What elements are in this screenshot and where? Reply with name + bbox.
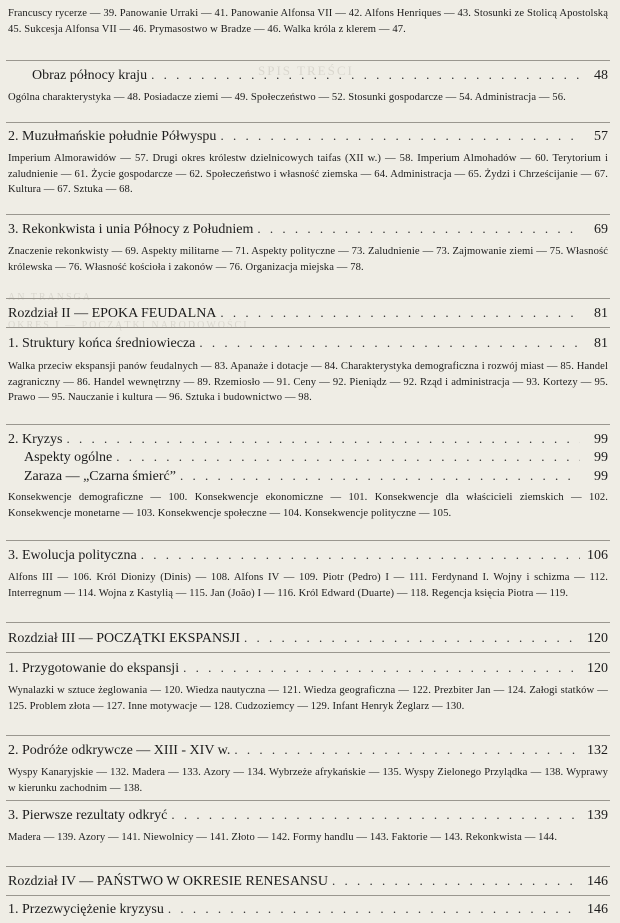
divider <box>6 214 610 215</box>
toc-summary-block <box>8 151 608 198</box>
leader-dots <box>151 66 580 84</box>
divider <box>6 298 610 299</box>
entry-title: 3. Ewolucja polityczna <box>8 548 137 563</box>
toc-entry <box>8 430 608 449</box>
leader-dots <box>220 304 580 322</box>
entry-summary: Wynalazki w sztuce żeglowania — 120. Wiedza nautyczna — 121. Wiedza geograficzna — 122. Prezbiter Jan — 124. Załogi statków — 125. Problem złota — 127. Inne motywacje — 128. Cudzoziemcy — 129. Infant Henryk Żeglarz — 130. <box>8 685 608 712</box>
entry-page: 132 <box>587 743 608 758</box>
intro-summary: Francuscy rycerze — 39. Panowanie Urraki — 41. Panowanie Alfonsa VII — 42. Alfons Henriques — 43. Stosunki ze Stolicą Apostolską 45. Sukcesja Alfonsa VII — 46. Prymasostwo w Bradze — 46. Walka króla z klerem — 47. <box>8 8 608 35</box>
toc-entry <box>8 900 608 919</box>
entry-summary: Alfons III — 106. Król Dionizy (Dinis) — 108. Alfons IV — 109. Piotr (Pedro) I — 111. Ferdynand I. Wojny i schizma — 112. Interregnum — 114. Wojna z Kastylią — 115. Jan (João) I — 116. Król Edward (Duarte) — 118. Regencja księcia Piotra — 119. <box>8 572 608 599</box>
toc-chapter <box>8 629 608 648</box>
toc-entry <box>8 127 608 146</box>
divider <box>6 866 610 867</box>
entry-page: 57 <box>594 129 608 144</box>
ghost-title: SPIS TREŚCI <box>258 63 354 78</box>
entry-summary: Walka przeciw ekspansji panów feudalnych — 83. Apanaże i dotacje — 84. Charakterystyka demograficzna i rozwój miast — 85. Handel zagraniczny — 86. Handel wewnętrzny — 89. Rzemiosło — 91. Ceny — 92. Pieniądz — 92. Rząd i administracja — 93. Kortezy — 95. Prawo — 95. Nauczanie i kultura — 96. Sztuka i budownictwo — 98. <box>8 361 608 403</box>
leader-dots <box>180 467 580 485</box>
entry-heading <box>8 806 608 825</box>
leader-dots <box>234 741 580 759</box>
entry-title: 1. Przezwyciężenie kryzysu <box>8 902 164 917</box>
entry-title: 3. Pierwsze rezultaty odkryć <box>8 808 168 823</box>
toc-entry <box>8 334 608 353</box>
entry-title: 2. Muzułmańskie południe Półwyspu <box>8 129 217 144</box>
entry-title: Obraz północy kraju <box>32 68 148 83</box>
entry-heading <box>8 546 608 565</box>
entry-heading <box>8 220 608 239</box>
chapter-heading <box>8 872 608 891</box>
toc-entry <box>24 467 608 486</box>
entry-title: 3. Rekonkwista i unia Północy z Południem <box>8 222 254 237</box>
divider <box>6 800 610 801</box>
divider <box>6 652 610 653</box>
chapter-title: Rozdział IV — PAŃSTWO W OKRESIE RENESANSU <box>8 874 328 889</box>
toc-summary-block <box>8 244 608 275</box>
entry-title: 2. Kryzys <box>8 432 63 447</box>
entry-page: 69 <box>594 222 608 237</box>
entry-title: 2. Podróże odkrywcze — XIII - XIV w. <box>8 743 231 758</box>
entry-page: 146 <box>587 902 608 917</box>
toc-entry <box>8 220 608 239</box>
toc-chapter <box>8 872 608 891</box>
toc-summary-block <box>8 90 608 106</box>
entry-page: 120 <box>587 661 608 676</box>
leader-dots <box>171 806 580 824</box>
divider <box>6 327 610 328</box>
entry-summary: Konsekwencje demograficzne — 100. Konsekwencje ekonomiczne — 101. Konsekwencje dla właścicieli ziemskich — 102. Konsekwencje monetarne — 103. Konsekwencje społeczne — 104. Konsekwencje polityczne — 105. <box>8 492 608 519</box>
divider <box>6 60 610 61</box>
entry-title: Zaraza — „Czarna śmierć” <box>24 469 176 484</box>
ghost-left-2: OKRES I — POCZĄTKI NARODOWOŚCI <box>8 320 249 331</box>
divider <box>6 622 610 623</box>
entry-summary: Znaczenie rekonkwisty — 69. Aspekty militarne — 71. Aspekty polityczne — 73. Zaludnienie — 73. Zajmowanie ziemi — 75. Własność królewska — 76. Własność kościoła i zakonów — 76. Organizacja miejska — 78. <box>8 246 608 273</box>
toc-entry <box>8 546 608 565</box>
entry-title: 1. Przygotowanie do ekspansji <box>8 661 180 676</box>
intro-block <box>8 6 608 37</box>
toc-entry <box>8 659 608 678</box>
entry-page: 99 <box>594 450 608 465</box>
entry-heading <box>8 430 608 449</box>
entry-heading <box>8 741 608 760</box>
toc-summary-block <box>8 359 608 406</box>
divider <box>6 122 610 123</box>
divider <box>6 895 610 896</box>
entry-heading <box>24 448 608 467</box>
toc-entry <box>32 66 608 85</box>
chapter-page: 120 <box>587 631 608 646</box>
leader-dots <box>257 220 580 238</box>
divider <box>6 424 610 425</box>
toc-summary-block <box>8 490 608 521</box>
entry-page: 99 <box>594 432 608 447</box>
entry-heading <box>8 659 608 678</box>
entry-heading <box>8 900 608 919</box>
toc-entry <box>8 806 608 825</box>
ghost-left-1: AN TRANSGA <box>8 292 92 303</box>
divider <box>6 540 610 541</box>
entry-page: 81 <box>594 336 608 351</box>
chapter-title: Rozdział III — POCZĄTKI EKSPANSJI <box>8 631 241 646</box>
leader-dots <box>199 334 580 352</box>
leader-dots <box>244 629 580 647</box>
entry-summary: Imperium Almorawidów — 57. Drugi okres królestw dzielnicowych taifas (XII w.) — 58. Imperium Almohadów — 60. Terytorium i zaludnienie — 61. Życie gospodarcze — 62. Społeczeństwo i własność ziemska — 64. Administracja — 65. Żydzi i Chrześcijanie — 67. Kultura — 67. Sztuka — 68. <box>8 153 608 195</box>
entry-heading <box>24 467 608 486</box>
entry-page: 106 <box>587 548 608 563</box>
divider <box>6 735 610 736</box>
toc-entry <box>24 448 608 467</box>
entry-page: 48 <box>594 68 608 83</box>
leader-dots <box>332 872 580 890</box>
toc-summary-block <box>8 683 608 714</box>
entry-summary: Ogólna charakterystyka — 48. Posiadacze ziemi — 49. Społeczeństwo — 52. Stosunki gospodarcze — 54. Administracja — 56. <box>8 92 566 103</box>
chapter-heading <box>8 304 608 323</box>
leader-dots <box>183 659 580 677</box>
entry-page: 139 <box>587 808 608 823</box>
chapter-heading <box>8 629 608 648</box>
toc-entry <box>8 741 608 760</box>
entry-title: 1. Struktury końca średniowiecza <box>8 336 196 351</box>
leader-dots <box>66 430 580 448</box>
toc-summary-block <box>8 765 608 796</box>
entry-summary: Madera — 139. Azory — 141. Niewolnicy — 141. Złoto — 142. Formy handlu — 143. Faktorie — 143. Rekonkwista — 144. <box>8 832 558 843</box>
entry-page: 99 <box>594 469 608 484</box>
leader-dots <box>220 127 580 145</box>
entry-summary: Wyspy Kanaryjskie — 132. Madera — 133. Azory — 134. Wybrzeże afrykańskie — 135. Wyspy Zielonego Przylądka — 138. Wyprawy w kierunku zachodnim — 138. <box>8 767 608 794</box>
leader-dots <box>141 546 580 564</box>
chapter-title: Rozdział II — EPOKA FEUDALNA <box>8 306 217 321</box>
entry-heading <box>8 334 608 353</box>
toc-summary-block <box>8 830 608 846</box>
chapter-page: 146 <box>587 874 608 889</box>
entry-heading <box>8 127 608 146</box>
leader-dots <box>168 900 580 918</box>
toc-chapter <box>8 304 608 323</box>
toc-summary-block <box>8 570 608 601</box>
entry-heading <box>32 66 608 85</box>
chapter-page: 81 <box>594 306 608 321</box>
entry-title: Aspekty ogólne <box>24 450 113 465</box>
leader-dots <box>116 448 580 466</box>
